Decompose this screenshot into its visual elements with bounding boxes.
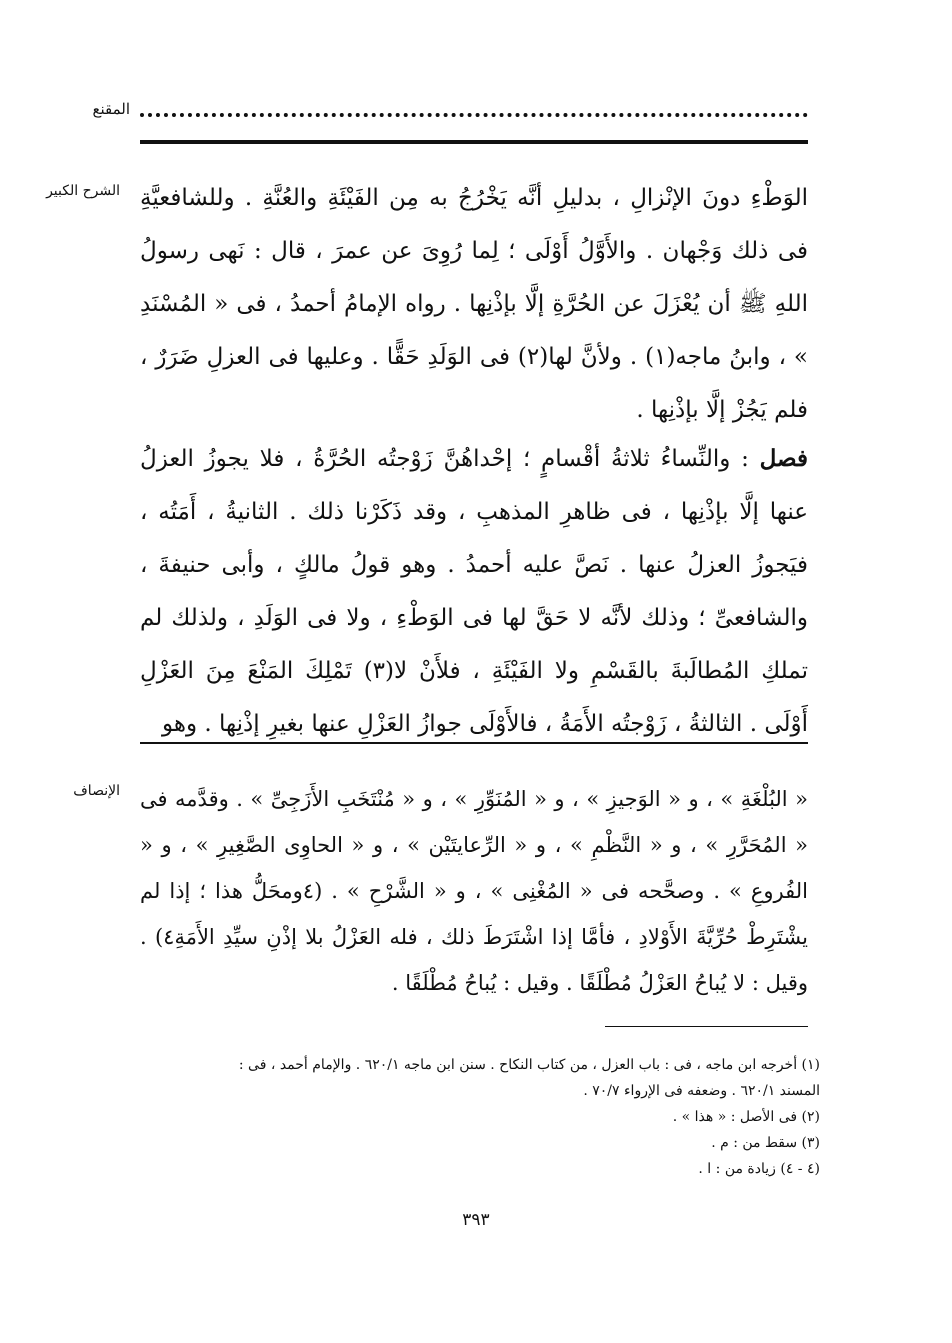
- fasl-paragraph-text: : والنِّساءُ ثلاثةُ أقْسامٍ ؛ إحْداهُنَّ زَوْجتُه الحُرَّةُ ، فلا يجوزُ العزلُ عنها إلَّا بإذْنِها ، فى ظاهرِ المذهبِ ، وقد ذَكَرْنا ذلك . الثانيةُ ، أَمَتُه ، فيَجوزُ العزلُ عنها . نَصَّ عليه أحمدُ . وهو قولُ مالكٍ ، وأبى حنيفةَ ، والشافعىِّ ؛ وذلك لأنَّه لا حَقَّ لها فى الوَطْءِ ، ولا فى الوَلَدِ ، ولذلك لم تملكِ المُطالَبةَ بالقَسْمِ ولا الفَيْئَةِ ، فلأَنْ لا(٣) تَمْلِكَ المَنْعَ مِنَ العَزْلِ أَوْلَى . الثالثةُ ، زَوْجتُه الأَمَةُ ، فالأَوْلَى جوازُ العَزْلِ عنها بغيرِ إذْنِها . وهو: [140, 446, 808, 737]
- fasl-text-block: [140, 432, 808, 751]
- footnotes-block: [140, 1052, 820, 1182]
- footnote-1-line-2: المسند ٦٢٠/١ . وضعفه فى الإرواء ٧٠/٧ .: [583, 1083, 820, 1099]
- footnote-1-line-1: (١) أخرجه ابن ماجه ، فى : باب العزل ، من كتاب النكاح . سنن ابن ماجه ٦٢٠/١ . والإمام أحمد ، فى :: [238, 1057, 820, 1073]
- footnote-4: (٤ - ٤) زيادة من : ا .: [698, 1161, 820, 1177]
- section-divider-rule: [140, 742, 808, 744]
- footnote-2: (٢) فى الأصل : « هذا » .: [672, 1109, 820, 1125]
- header-thick-rule: [140, 140, 808, 144]
- running-header-title: المقنع: [92, 100, 130, 118]
- page-number: ٣٩٣: [462, 1210, 490, 1230]
- insaf-section-label: الإنصاف: [73, 783, 120, 799]
- sharh-text-block: [140, 172, 808, 437]
- header-dotted-rule: [140, 113, 808, 117]
- sharh-paragraph-2: [140, 432, 808, 751]
- sharh-paragraph-1: الوَطْءِ دونَ الإنْزالِ ، بدليلِ أنَّه يَخْرُجُ به مِن الفَيْئَةِ والعُنَّةِ . وللشافعيَّةِ فى ذلك وَجْهان . والأَوَّلُ أَوْلَى ؛ لِما رُوِىَ عن عمرَ ، قال : نَهى رسولُ اللهِ ﷺ أن يُعْزَلَ عن الحُرَّةِ إلَّا بإذْنِها . رواه الإمامُ أحمدُ ، فى « المُسْنَدِ » ، وابنُ ماجه(١) . ولأنَّ لها(٢) فى الوَلَدِ حَقًّا . وعليها فى العزلِ ضَرَرٌ ، فلم يَجُزْ إلَّا بإذْنِها .: [140, 185, 808, 423]
- insaf-paragraph: « البُلْغَةِ » ، و « الوَجيزِ » ، و « المُنَوِّرِ » ، و « مُنْتَخَبِ الأَزَجِىِّ » . وقدَّمه فى « المُحَرَّرِ » ، و « النَّظْمِ » ، و « الرِّعايتَيْن » ، و « الحاوِى الصَّغِيرِ » ، و « الفُروعِ » . وصحَّحه فى « المُغْنِى » ، و « الشَّرْحِ » . (٤ومحَلُّ هذا ؛ إذا لم يشْتَرِطْ حُرِّيَّةَ الأَوْلادِ ، فأمَّا إذا اشْتَرَطَ ذلك ، فله العَزْلُ بلا إذْنِ سيِّدِ الأَمَةِ٤) . وقيل : لا يُباحُ العَزْلُ مُطْلَقًا . وقيل : يُباحُ مُطْلَقًا .: [140, 787, 808, 995]
- footnote-3: (٣) سقط من : م .: [711, 1135, 820, 1151]
- footnote-separator-rule: [605, 1026, 808, 1027]
- insaf-text-block: [140, 776, 808, 1006]
- fasl-heading: فصل: [759, 445, 808, 472]
- sharh-section-label: الشرح الكبير: [46, 183, 120, 199]
